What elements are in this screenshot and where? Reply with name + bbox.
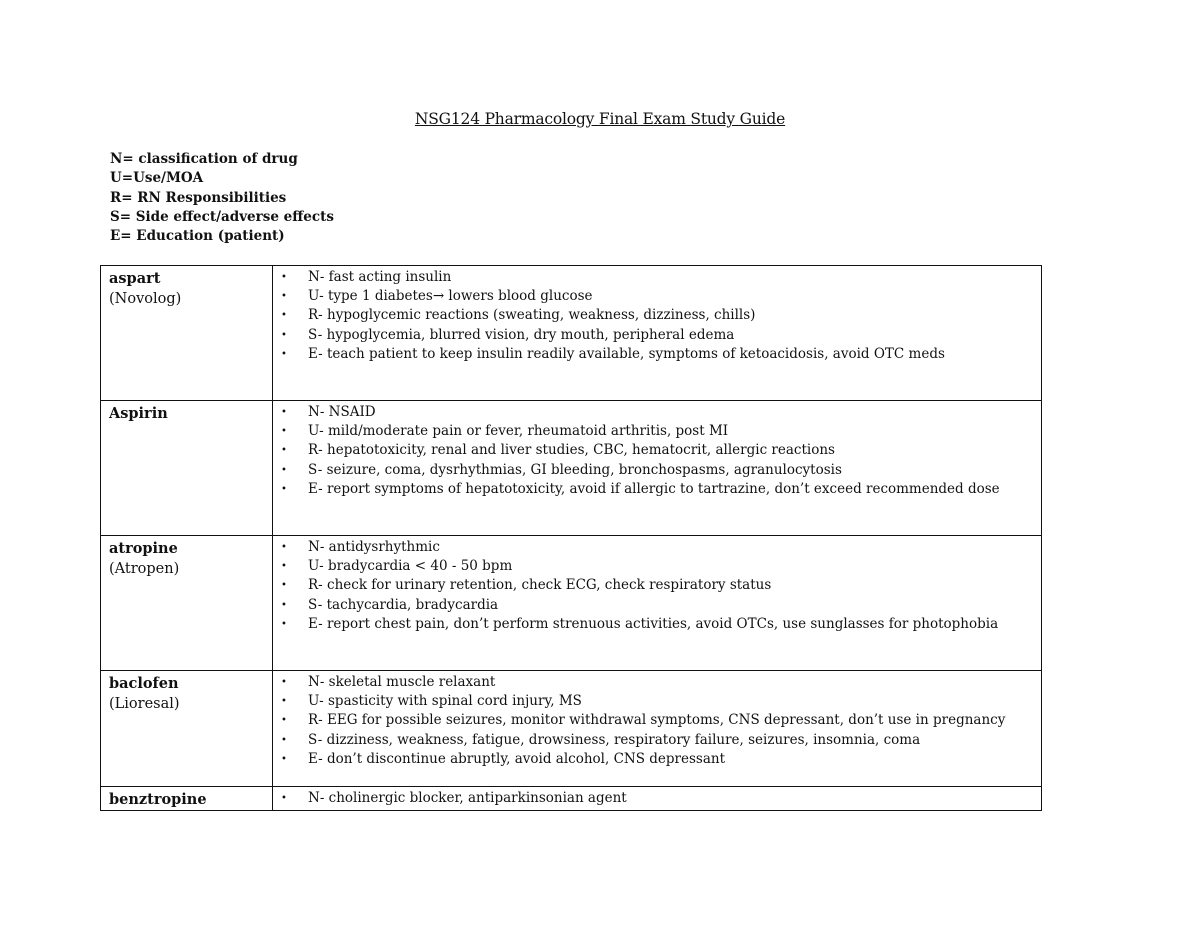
legend-item: S= Side effect/adverse effects: [110, 208, 334, 225]
list-item: [273, 538, 1041, 557]
legend-item: U=Use/MOA: [110, 170, 204, 187]
point-text: N- NSAID: [308, 404, 376, 420]
point-text: E- don’t discontinue abruptly, avoid alcohol, CNS depressant: [308, 750, 726, 767]
point-text: S- tachycardia, bradycardia: [308, 596, 499, 613]
drug-info-cell: [273, 787, 1042, 811]
drug-name-cell: [101, 401, 273, 536]
drug-brand-name: (Novolog): [109, 291, 182, 307]
bullet-icon: •: [281, 291, 287, 303]
bullet-icon: •: [281, 599, 287, 611]
bullet-icon: •: [281, 734, 287, 746]
point-text: S- seizure, coma, dysrhythmias, GI bleeding, bronchospasms, agranulocytosis: [308, 461, 842, 478]
bullet-icon: •: [281, 426, 287, 438]
drug-info-cell: [273, 536, 1042, 671]
point-text: U- bradycardia < 40 - 50 bpm: [308, 558, 513, 575]
point-text: E- report symptoms of hepatotoxicity, avoid if allergic to tartrazine, don’t exceed recommended dose: [308, 480, 1000, 497]
drug-generic-name: atropine: [109, 540, 178, 557]
list-item: [273, 576, 1041, 595]
point-text: R- check for urinary retention, check ECG, check respiratory status: [308, 577, 772, 594]
list-item: [273, 480, 1041, 499]
bullet-icon: •: [281, 464, 287, 476]
drug-brand-name: (Lioresal): [109, 696, 180, 712]
bullet-icon: •: [281, 753, 287, 765]
bullet-icon: •: [281, 715, 287, 727]
list-item: [273, 422, 1041, 441]
drug-name-cell: [101, 787, 273, 811]
drug-points-list: [273, 673, 1041, 769]
table-row: [101, 401, 1042, 536]
point-text: S- dizziness, weakness, fatigue, drowsiness, respiratory failure, seizures, insomnia, coma: [308, 731, 921, 748]
drug-name-cell: [101, 536, 273, 671]
point-text: U- type 1 diabetes→ lowers blood glucose: [308, 288, 593, 305]
list-item: [273, 326, 1041, 345]
list-item: [273, 306, 1041, 325]
bullet-icon: •: [281, 310, 287, 322]
legend-item: R= RN Responsibilities: [110, 189, 287, 206]
drug-generic-name: baclofen: [109, 675, 179, 692]
point-text: N- cholinergic blocker, antiparkinsonian agent: [308, 790, 627, 806]
drug-brand-name: (Atropen): [109, 561, 180, 577]
drug-name-cell: [101, 266, 273, 401]
drug-points-list: [273, 403, 1041, 499]
point-text: N- fast acting insulin: [308, 269, 452, 285]
list-item: [273, 461, 1041, 480]
list-item: [273, 441, 1041, 460]
bullet-icon: •: [281, 677, 287, 688]
point-text: N- skeletal muscle relaxant: [308, 674, 496, 690]
bullet-icon: •: [281, 793, 287, 804]
bullet-icon: •: [281, 618, 287, 630]
list-item: [273, 615, 1041, 634]
bullet-icon: •: [281, 348, 287, 360]
point-text: R- EEG for possible seizures, monitor withdrawal symptoms, CNS depressant, don’t use in pregnancy: [308, 712, 1006, 729]
bullet-icon: •: [281, 580, 287, 592]
bullet-icon: •: [281, 445, 287, 457]
list-item: [273, 287, 1041, 306]
drug-info-cell: [273, 401, 1042, 536]
list-item: [273, 268, 1041, 287]
list-item: [273, 731, 1041, 750]
point-text: R- hypoglycemic reactions (sweating, weakness, dizziness, chills): [308, 307, 756, 324]
drug-info-cell: [273, 671, 1042, 787]
drug-points-list: [273, 268, 1041, 364]
point-text: R- hepatotoxicity, renal and liver studies, CBC, hematocrit, allergic reactions: [308, 442, 835, 459]
table-row: [101, 266, 1042, 401]
point-text: N- antidysrhythmic: [308, 539, 440, 555]
bullet-icon: •: [281, 272, 287, 283]
list-item: [273, 789, 1041, 808]
list-item: [273, 557, 1041, 576]
list-item: [273, 403, 1041, 422]
legend-item: N= classification of drug: [110, 151, 298, 167]
drug-points-list: [273, 538, 1041, 634]
legend: [110, 150, 334, 246]
drug-table: [100, 265, 1042, 811]
list-item: [273, 673, 1041, 692]
list-item: [273, 750, 1041, 769]
legend-item: E= Education (patient): [110, 228, 285, 245]
list-item: [273, 711, 1041, 730]
bullet-icon: •: [281, 407, 287, 418]
bullet-icon: •: [281, 561, 287, 573]
drug-points-list: [273, 789, 1041, 808]
drug-generic-name: aspart: [109, 270, 161, 287]
bullet-icon: •: [281, 483, 287, 495]
point-text: E- teach patient to keep insulin readily available, symptoms of ketoacidosis, avoid OTC meds: [308, 345, 945, 362]
page-title: NSG124 Pharmacology Final Exam Study Guide: [414, 110, 786, 128]
drug-name-cell: [101, 671, 273, 787]
drug-generic-name: Aspirin: [109, 405, 168, 422]
point-text: S- hypoglycemia, blurred vision, dry mouth, peripheral edema: [308, 326, 735, 343]
list-item: [273, 596, 1041, 615]
point-text: U- spasticity with spinal cord injury, MS: [308, 693, 582, 710]
point-text: U- mild/moderate pain or fever, rheumatoid arthritis, post MI: [308, 423, 729, 440]
drug-generic-name: benztropine: [109, 791, 207, 808]
list-item: [273, 345, 1041, 364]
bullet-icon: •: [281, 329, 287, 341]
table-row: [101, 536, 1042, 671]
list-item: [273, 692, 1041, 711]
table-row: [101, 671, 1042, 787]
bullet-icon: •: [281, 542, 287, 553]
drug-info-cell: [273, 266, 1042, 401]
bullet-icon: •: [281, 696, 287, 708]
table-row: [101, 787, 1042, 811]
point-text: E- report chest pain, don’t perform strenuous activities, avoid OTCs, use sunglasses for photophobia: [308, 615, 999, 632]
